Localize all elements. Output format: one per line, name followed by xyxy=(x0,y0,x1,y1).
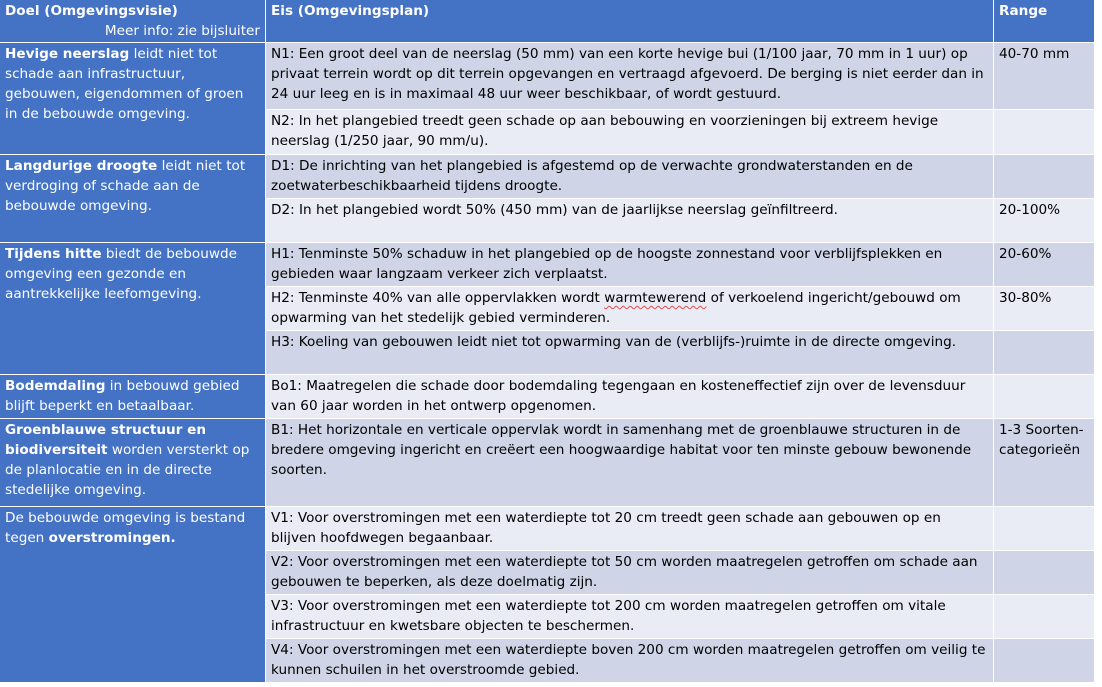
goal-cell xyxy=(0,419,266,507)
goal-cell xyxy=(0,155,266,243)
requirement-cell: V4: Voor overstromingen met een waterdiepte boven 200 cm worden maatregelen getroffen om veilig te kunnen schuilen in het overstroomde gebied. xyxy=(266,639,994,683)
header-goal xyxy=(0,0,266,43)
goal-text: in bebouwd gebied blijft beperkt en betaalbaar. xyxy=(5,378,240,414)
requirement-cell: D1: De inrichting van het plangebied is afgestemd op de verwachte grondwaterstanden en de zoetwaterbeschikbaarheid tijdens droogte. xyxy=(266,155,994,199)
goal-keyword: Langdurige droogte xyxy=(5,158,158,174)
goal-text-start: De bebouwde omgeving is bestand tegen xyxy=(5,510,246,546)
goal-keyword: Tijdens hitte xyxy=(5,246,102,262)
table-row xyxy=(0,419,1095,507)
range-cell: 20-100% xyxy=(994,199,1095,243)
table-header-row xyxy=(0,0,1095,43)
table-row xyxy=(0,375,1095,419)
requirement-cell: H1: Tenminste 50% schaduw in het plangebied op de hoogste zonnestand voor verblijfsplekken en gebieden waar langzaam verkeer zich verplaatst. xyxy=(266,243,994,287)
requirement-cell: N1: Een groot deel van de neerslag (50 mm) van een korte hevige bui (1/100 jaar, 70 mm in 1 uur) op privaat terrein wordt op dit terrein opgevangen en vertraagd afgevoerd. De berging is niet eerder dan in 24 uur leeg en is in maximaal 48 uur weer beschikbaar, of wordt gestuurd. xyxy=(266,43,994,110)
header-goal-label: Doel (Omgevingsvisie) xyxy=(5,3,178,19)
header-requirement: Eis (Omgevingsplan) xyxy=(266,0,994,43)
requirement-cell: Bo1: Maatregelen die schade door bodemdaling tegengaan en kosteneffectief zijn over de levensduur van 60 jaar worden in het ontwerp opgenomen. xyxy=(266,375,994,419)
requirement-text-end: of verkoelend ingericht/gebouwd om opwarming van het stedelijk gebied verminderen. xyxy=(271,290,961,326)
requirement-cell: V1: Voor overstromingen met een waterdiepte tot 20 cm treedt geen schade aan gebouwen op en blijven hoofdwegen begaanbaar. xyxy=(266,507,994,551)
goal-cell xyxy=(0,243,266,375)
requirement-cell: H3: Koeling van gebouwen leidt niet tot opwarming van de (verblijfs-)ruimte in de directe omgeving. xyxy=(266,331,994,375)
range-cell: 30-80% xyxy=(994,287,1095,331)
goal-cell xyxy=(0,375,266,419)
table-row xyxy=(0,155,1095,199)
range-cell: 40-70 mm xyxy=(994,43,1095,110)
table-row xyxy=(0,507,1095,551)
goal-text: leidt niet tot verdroging of schade aan de bebouwde omgeving. xyxy=(5,158,246,214)
table-row xyxy=(0,243,1095,287)
requirement-cell: V3: Voor overstromingen met een waterdiepte tot 200 cm worden maatregelen getroffen om vitale infrastructuur en kwetsbare objecten te beschermen. xyxy=(266,595,994,639)
requirement-text-start: H2: Tenminste 40% van alle oppervlakken wordt xyxy=(271,290,605,306)
header-more-info: Meer info: zie bijsluiter xyxy=(104,23,260,39)
range-cell xyxy=(994,595,1095,639)
range-cell: 1-3 Soorten-categorieën xyxy=(994,419,1095,507)
range-cell: 20-60% xyxy=(994,243,1095,287)
requirement-cell: V2: Voor overstromingen met een waterdiepte tot 50 cm worden maatregelen getroffen om schade aan gebouwen te beperken, als deze doelmatig zijn. xyxy=(266,551,994,595)
table-row xyxy=(0,43,1095,110)
requirement-cell: N2: In het plangebied treedt geen schade op aan bebouwing en voorzieningen bij extreem hevige neerslag (1/250 jaar, 90 mm/u). xyxy=(266,110,994,155)
goal-text: leidt niet tot schade aan infrastructuur, gebouwen, eigendommen of groen in de bebouwde omgeving. xyxy=(5,46,244,122)
range-cell xyxy=(994,375,1095,419)
goal-keyword: Hevige neerslag xyxy=(5,46,130,62)
goal-cell xyxy=(0,507,266,683)
requirement-cell: B1: Het horizontale en verticale oppervlak wordt in samenhang met de groenblauwe structuren in de bredere omgeving ingericht en creëert een hoogwaardige habitat voor ten minste gebouw bewonende soorten. xyxy=(266,419,994,507)
goal-text: worden versterkt op de planlocatie en in de directe stedelijke omgeving. xyxy=(5,442,250,498)
range-cell xyxy=(994,110,1095,155)
range-cell xyxy=(994,331,1095,375)
range-cell xyxy=(994,551,1095,595)
goal-keyword: Groenblauwe structuur en biodiversiteit xyxy=(5,422,207,458)
range-cell xyxy=(994,639,1095,683)
header-range: Range xyxy=(994,0,1095,43)
spellcheck-marked-word: warmtewerend xyxy=(604,290,707,306)
goal-cell xyxy=(0,43,266,155)
goal-keyword: Bodemdaling xyxy=(5,378,106,394)
goal-keyword: overstromingen. xyxy=(48,530,176,546)
goal-text: biedt de bebouwde omgeving een gezonde en aantrekkelijke leefomgeving. xyxy=(5,246,237,302)
range-cell xyxy=(994,507,1095,551)
requirement-cell: D2: In het plangebied wordt 50% (450 mm) van de jaarlijkse neerslag geïnfiltreerd. xyxy=(266,199,994,243)
range-cell xyxy=(994,155,1095,199)
requirement-cell xyxy=(266,287,994,331)
